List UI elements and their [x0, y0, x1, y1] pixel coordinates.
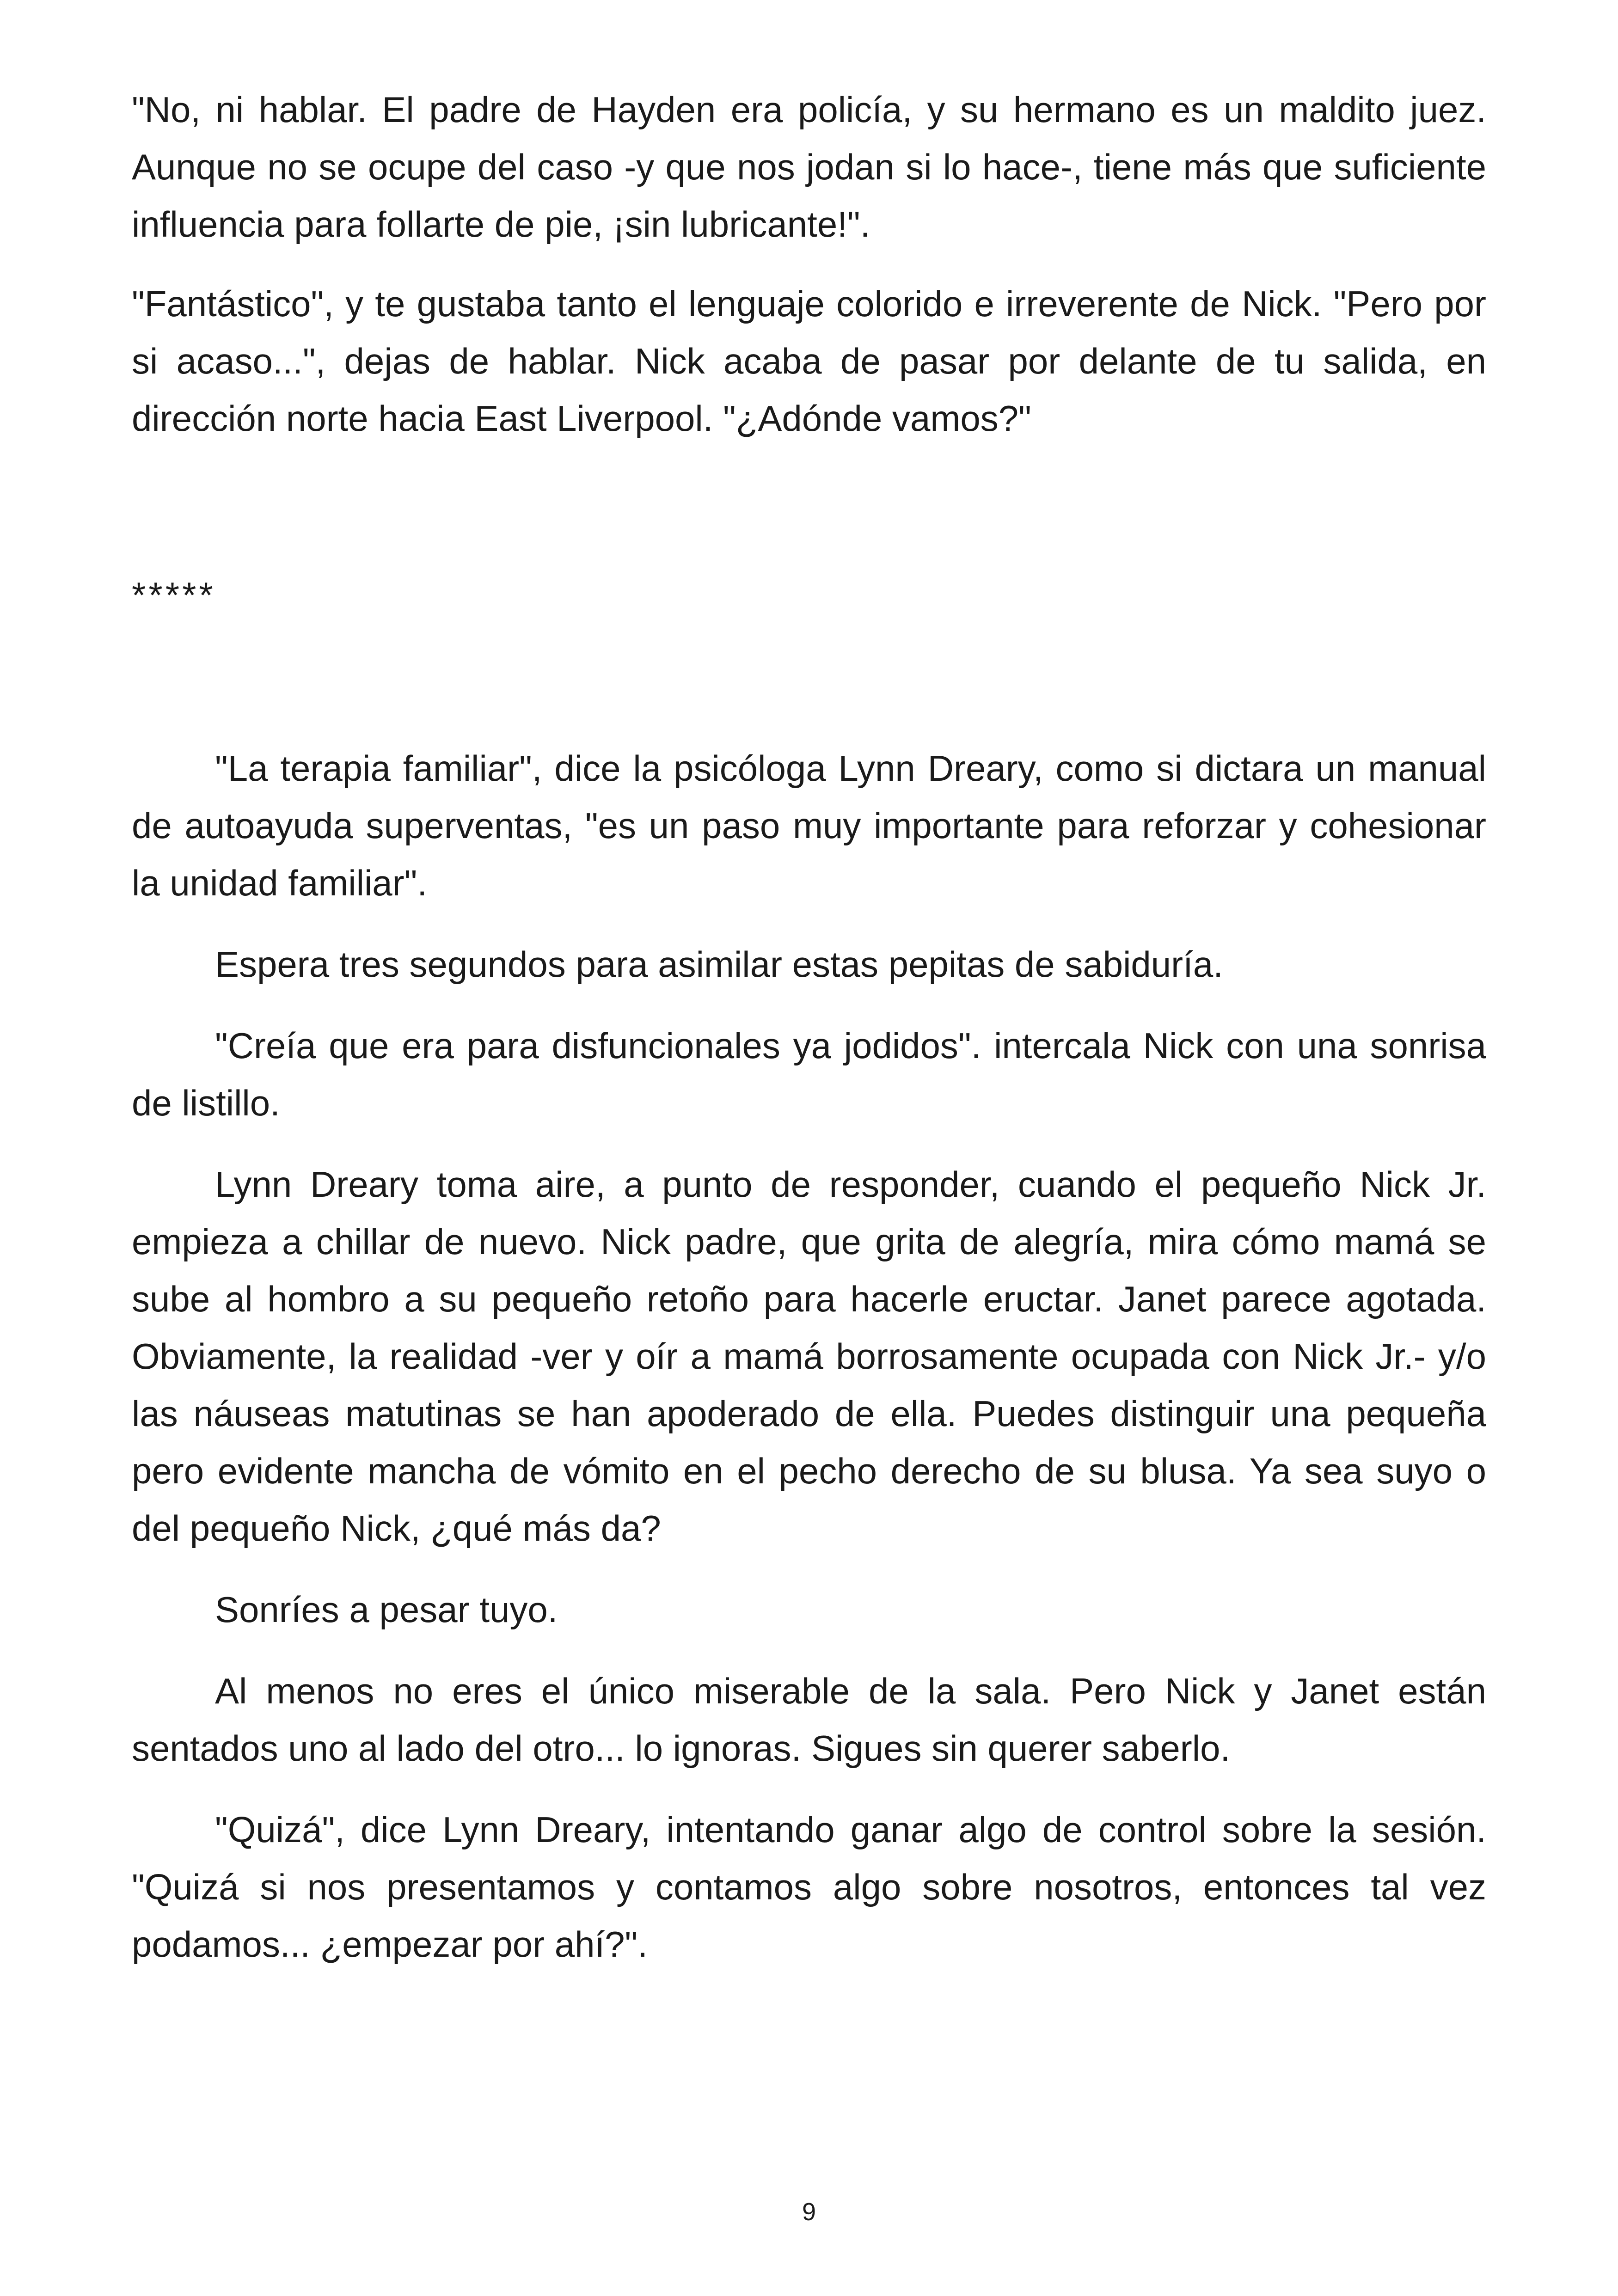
paragraph: "Creía que era para disfuncionales ya jodidos". intercala Nick con una sonrisa de listillo. [132, 1025, 1486, 1123]
scene-break-separator: ***** [132, 575, 216, 615]
paragraph: "Quizá", dice Lynn Dreary, intentando ganar algo de control sobre la sesión. "Quizá si nos presentamos y contamos algo sobre nosotros, entonces tal vez podamos... ¿empezar por ahí?". [132, 1809, 1486, 1965]
paragraph: Espera tres segundos para asimilar estas pepitas de sabiduría. [215, 944, 1223, 985]
paragraph: "La terapia familiar", dice la psicóloga Lynn Dreary, como si dictara un manual de autoayuda superventas, "es un paso muy importante para reforzar y cohesionar la unidad familiar". [132, 748, 1486, 903]
section-before-break [132, 81, 1486, 447]
section-after-break [132, 740, 1486, 1973]
paragraph: Lynn Dreary toma aire, a punto de responder, cuando el pequeño Nick Jr. empieza a chillar de nuevo. Nick padre, que grita de alegría, mira cómo mamá se sube al hombro a su pequeño retoño para hacerle eructar. Janet parece agotada. Obviamente, la realidad -ver y oír a mamá borrosamente ocupada con Nick Jr.- y/o las náuseas matutinas se han apoderado de ella. Puedes distinguir una pequeña pero evidente mancha de vómito en el pecho derecho de su blusa. Ya sea suyo o del pequeño Nick, ¿qué más da? [132, 1164, 1486, 1549]
paragraph: Al menos no eres el único miserable de la sala. Pero Nick y Janet están sentados uno al lado del otro... lo ignoras. Sigues sin querer saberlo. [132, 1671, 1486, 1769]
paragraph: Sonríes a pesar tuyo. [215, 1589, 558, 1630]
paragraph: "No, ni hablar. El padre de Hayden era policía, y su hermano es un maldito juez. Aunque no se ocupe del caso -y que nos jodan si lo hace-, tiene más que suficiente influencia para follarte de pie, ¡sin lubricante!". [132, 89, 1486, 245]
paragraph: "Fantástico", y te gustaba tanto el lenguaje colorido e irreverente de Nick. "Pero por si acaso...", dejas de hablar. Nick acaba de pasar por delante de tu salida, en dirección norte hacia East Liverpool. "¿Adónde vamos?" [132, 283, 1486, 439]
page-number: 9 [802, 2198, 816, 2226]
